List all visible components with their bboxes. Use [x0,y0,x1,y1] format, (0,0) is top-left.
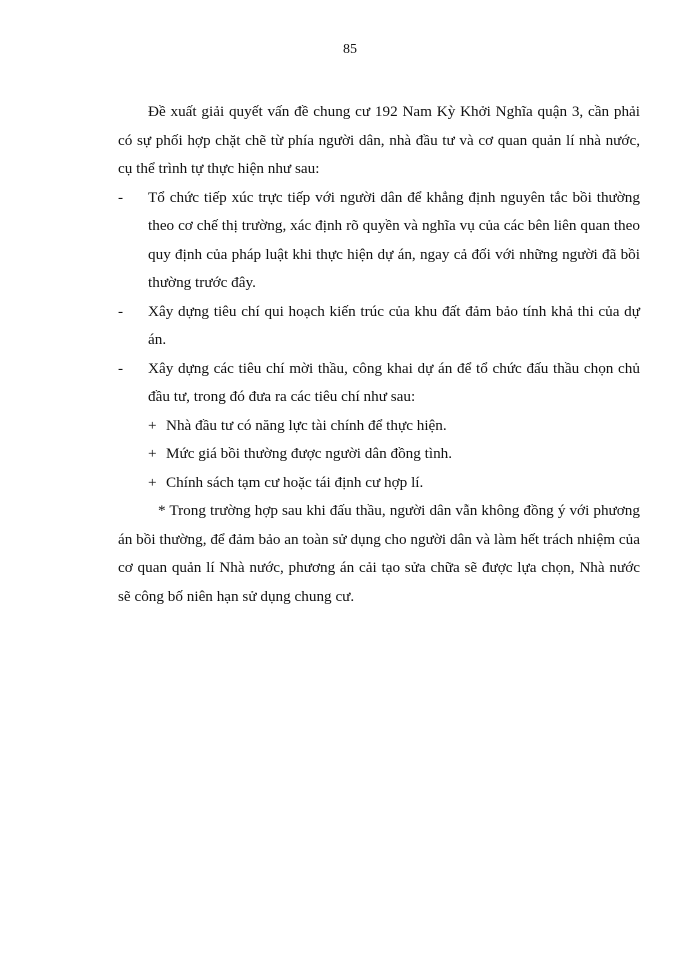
intro-paragraph: Đề xuất giải quyết vấn đề chung cư 192 Nam Kỳ Khởi Nghĩa quận 3, cần phải có sự phối hợp chặt chẽ từ phía người dân, nhà đầu tư và cơ quan quản lí nhà nước, cụ thể trình tự thực hiện như sau: [118,103,640,177]
note-paragraph: * Trong trường hợp sau khi đấu thầu, người dân vẫn không đồng ý với phương án bồi thường, để đảm bảo an toàn sử dụng cho người dân và làm hết trách nhiệm của cơ quan quản lí Nhà nước, phương án cải tạo sửa chữa sẽ được lựa chọn, Nhà nước sẽ công bố niên hạn sử dụng chung cư. [118,502,640,605]
bullet-item [118,298,640,355]
bullet-text: Tổ chức tiếp xúc trực tiếp với người dân để khẳng định nguyên tắc bồi thường theo cơ chế thị trường, xác định rõ quyền và nghĩa vụ của các bên liên quan theo quy định của pháp luật khi thực hiện dự án, ngay cả đối với những người đã bồi thường trước đây. [148,188,640,291]
sub-marker: + [148,416,157,434]
sub-marker: + [148,473,157,491]
sub-item [118,469,640,498]
bullet-item [118,184,640,298]
sub-item-text: Nhà đầu tư có năng lực tài chính để thực hiện. [166,416,447,434]
sub-item-text: Mức giá bồi thường được người dân đồng tình. [166,445,453,462]
page-number: 85 [343,42,357,57]
sub-marker: + [148,445,157,462]
bullet-marker: - [118,302,124,320]
bullet-marker: - [118,359,124,377]
sub-item-text: Chính sách tạm cư hoặc tái định cư hợp lí. [166,473,424,491]
sub-item [118,440,640,469]
body-text [118,98,640,611]
bullet-item [118,355,640,412]
bullet-text: Xây dựng các tiêu chí mời thầu, công khai dự án để tổ chức đấu thầu chọn chủ đầu tư, trong đó đưa ra các tiêu chí như sau: [148,359,640,405]
bullet-marker: - [118,188,124,206]
bullet-text: Xây dựng tiêu chí qui hoạch kiến trúc của khu đất đảm bảo tính khả thi của dự án. [148,302,640,348]
sub-item [118,412,640,441]
